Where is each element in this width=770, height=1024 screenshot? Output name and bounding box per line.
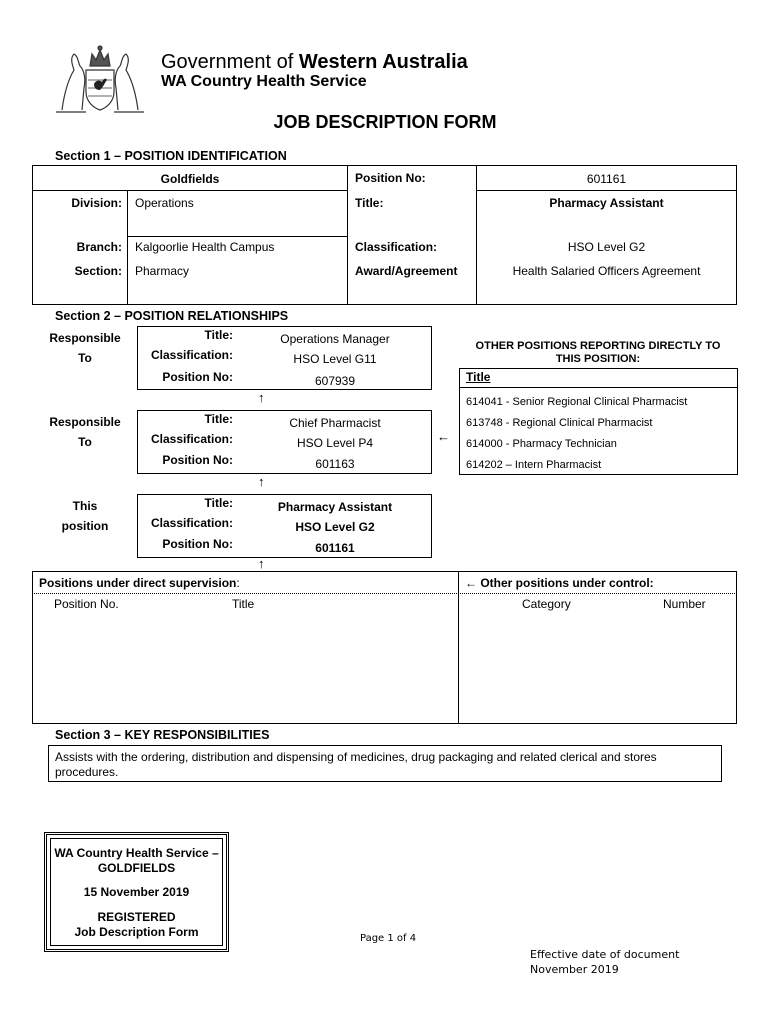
title-value: Pharmacy Assistant — [549, 196, 664, 210]
resp2-label-line1: Responsible — [49, 415, 121, 429]
section1-heading: Section 1 – POSITION IDENTIFICATION — [55, 149, 287, 163]
coat-of-arms-icon — [52, 40, 148, 114]
resp1-class-label: Classification: — [150, 348, 233, 362]
division-value: Operations — [135, 196, 194, 210]
direct-supervision-label — [39, 576, 240, 590]
direct-supervision-colon: : — [236, 576, 240, 590]
this-label-line1: This — [72, 499, 98, 513]
col-title: Title — [232, 597, 255, 611]
arrow-up-icon: ↑ — [258, 390, 265, 405]
resp1-title: Operations Manager — [280, 332, 390, 346]
direct-supervision-text: Positions under direct supervision — [39, 576, 237, 590]
branch-value: Kalgoorlie Health Campus — [135, 240, 275, 254]
classification-label: Classification: — [355, 240, 438, 254]
resp1-position-no: 607939 — [314, 374, 356, 388]
stamp-registered: REGISTERED — [97, 910, 176, 924]
other-position-item: 614202 – Intern Pharmacist — [466, 459, 602, 471]
resp1-posno-label: Position No: — [162, 370, 233, 384]
position-no-label: Position No: — [355, 171, 426, 185]
other-control-text: Other positions under control: — [480, 576, 654, 590]
other-positions-heading-2: THIS POSITION: — [555, 353, 641, 365]
arrow-up-icon: ↑ — [258, 474, 265, 489]
col-number: Number — [663, 597, 706, 611]
page-number: Page 1 of 4 — [360, 933, 417, 944]
position-identification-table — [32, 165, 737, 305]
this-posno-label: Position No: — [162, 537, 233, 551]
section-value: Pharmacy — [135, 264, 190, 278]
section-label: Section: — [74, 264, 122, 278]
gov-bold: Western Australia — [298, 51, 468, 73]
resp2-position-no: 601163 — [315, 457, 355, 471]
this-label-line2: position — [61, 519, 109, 533]
resp2-label-line2: To — [78, 435, 92, 449]
section3-heading: Section 3 – KEY RESPONSIBILITIES — [55, 728, 270, 742]
government-heading — [161, 51, 468, 74]
division-label: Division: — [71, 196, 122, 210]
this-class-label: Classification: — [150, 516, 233, 530]
this-classification: HSO Level G2 — [295, 520, 375, 534]
stamp-line1: WA Country Health Service – — [54, 846, 219, 860]
resp2-title-label: Title: — [204, 412, 233, 426]
arrow-left-icon: ← — [465, 576, 477, 590]
stamp-form: Job Description Form — [74, 925, 199, 939]
other-position-item: 614041 - Senior Regional Clinical Pharmacist — [466, 396, 688, 408]
resp2-class-label: Classification: — [150, 432, 233, 446]
resp1-title-label: Title: — [204, 328, 233, 342]
branch-label: Branch: — [76, 240, 122, 254]
award-label: Award/Agreement — [355, 264, 458, 278]
resp1-classification: HSO Level G11 — [293, 352, 377, 366]
key-responsibilities-text: Assists with the ordering, distribution and dispensing of medicines, drug packaging and related clerical and stores procedures. — [55, 750, 657, 779]
resp1-label-line2: To — [78, 351, 92, 365]
arrow-up-icon: ↑ — [258, 556, 265, 571]
this-title-label: Title: — [204, 496, 233, 510]
this-title: Pharmacy Assistant — [277, 500, 393, 514]
resp1-label-line1: Responsible — [49, 331, 121, 345]
other-title-header: Title — [466, 370, 491, 384]
service-heading: WA Country Health Service — [161, 73, 367, 90]
form-title: JOB DESCRIPTION FORM — [273, 112, 497, 132]
section2-heading: Section 2 – POSITION RELATIONSHIPS — [55, 309, 289, 323]
this-position-no: 601161 — [315, 541, 355, 555]
title-label: Title: — [355, 196, 384, 210]
region-label: Goldfields — [160, 172, 220, 186]
effective-date-value: November 2019 — [530, 963, 619, 976]
other-positions-heading-1: OTHER POSITIONS REPORTING DIRECTLY TO — [475, 340, 721, 352]
award-value: Health Salaried Officers Agreement — [512, 264, 701, 278]
resp2-title: Chief Pharmacist — [289, 416, 381, 430]
position-no-value: 601161 — [586, 172, 627, 186]
resp2-posno-label: Position No: — [162, 453, 233, 467]
other-position-item: 614000 - Pharmacy Technician — [466, 438, 617, 450]
arrow-left-icon: ← — [437, 429, 450, 444]
stamp-date: 15 November 2019 — [83, 885, 190, 899]
col-position-no: Position No. — [54, 597, 119, 611]
col-category: Category — [522, 597, 571, 611]
resp2-classification: HSO Level P4 — [296, 436, 374, 450]
classification-value: HSO Level G2 — [567, 240, 646, 254]
other-control-label — [465, 576, 654, 590]
other-position-item: 613748 - Regional Clinical Pharmacist — [466, 417, 653, 429]
stamp-line2: GOLDFIELDS — [97, 861, 176, 875]
gov-prefix: Government of — [161, 51, 299, 73]
effective-date-label: Effective date of document — [530, 948, 680, 961]
